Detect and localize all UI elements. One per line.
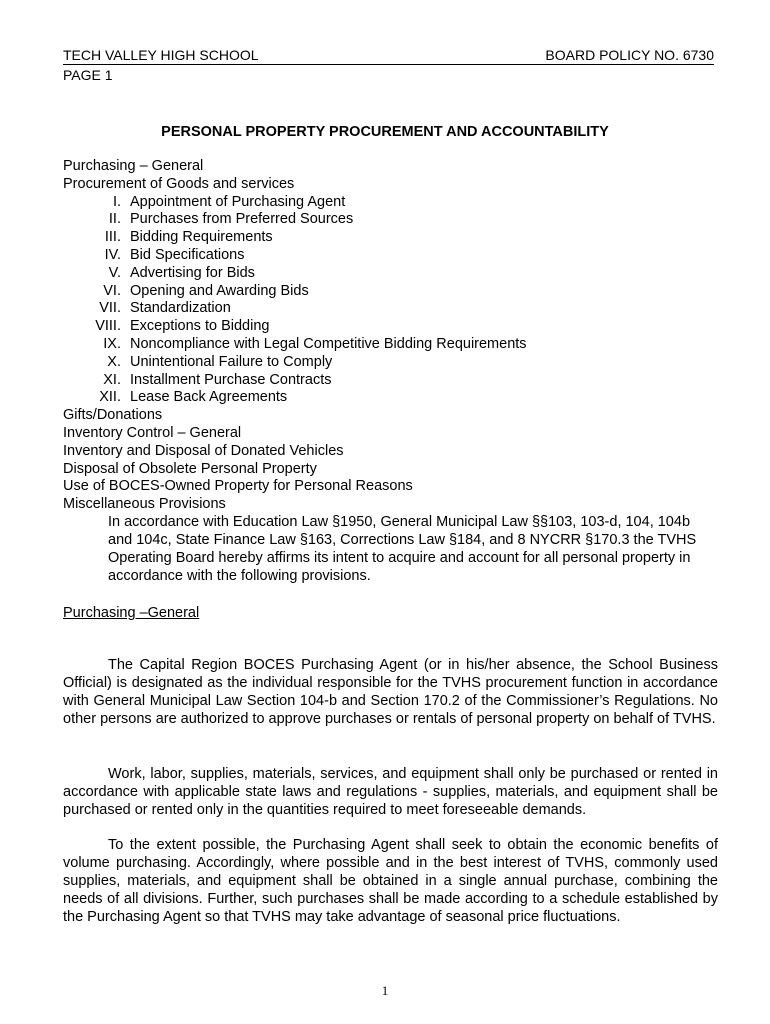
toc-item-label: Lease Back Agreements (130, 389, 288, 406)
toc-item (63, 300, 723, 318)
toc-item-number: VII. (99, 300, 121, 317)
body-paragraph: The Capital Region BOCES Purchasing Agent (or in his/her absence, the School Business Official) is designated as the individual responsible for the TVHS procurement function in accordance with General Municipal Law Section 104-b and Section 170.2 of the Commissioner’s Regulations. No other persons are authorized to approve purchases or rentals of personal property on behalf of TVHS. (63, 657, 718, 727)
policy-number: BOARD POLICY NO. 6730 (545, 47, 714, 63)
toc-item (63, 211, 723, 229)
toc-item-label: Installment Purchase Contracts (130, 371, 332, 388)
toc-item-number: II. (108, 211, 121, 228)
page-number: 1 (381, 983, 389, 998)
toc-item (63, 372, 723, 390)
toc-donated-vehicles: Inventory and Disposal of Donated Vehicles (63, 442, 344, 459)
toc-item-label: Noncompliance with Legal Competitive Bidding Requirements (130, 335, 527, 352)
toc-item (63, 336, 723, 354)
toc-item (63, 389, 723, 407)
toc-item (63, 194, 723, 212)
toc-item-number: XI. (103, 371, 121, 388)
toc-item-number: XII. (99, 389, 121, 406)
toc-procurement: Procurement of Goods and services (63, 175, 295, 192)
toc-item (63, 318, 723, 336)
toc-item-label: Bid Specifications (130, 246, 245, 263)
toc-item-number: IX. (103, 335, 121, 352)
toc-boces-property: Use of BOCES-Owned Property for Personal Reasons (63, 478, 413, 495)
header-underline-segment (468, 64, 588, 65)
toc-item (63, 247, 723, 265)
toc-item-label: Appointment of Purchasing Agent (130, 193, 346, 210)
toc-item-label: Bidding Requirements (130, 229, 273, 246)
toc-item-number: V. (108, 264, 121, 281)
toc-miscellaneous: Miscellaneous Provisions (63, 496, 226, 513)
body-paragraph: To the extent possible, the Purchasing Agent shall seek to obtain the economic benefits of volume purchasing. Accordingly, where possible and in the best interest of TVHS, commonly used supplies, materials, and equipment shall be obtained in a single annual purchase, combining the needs of all divisions. Further, such purchases shall be made according to a schedule established by the Purchasing Agent so that TVHS may take advantage of seasonal price fluctuations. (63, 837, 718, 925)
toc-item-label: Unintentional Failure to Comply (130, 353, 333, 370)
toc-item-number: IV. (104, 246, 121, 263)
toc-item-number: III. (104, 229, 121, 246)
toc-item-number: X. (107, 353, 121, 370)
running-header (63, 46, 714, 65)
toc-item-label: Advertising for Bids (130, 264, 255, 281)
intro-paragraph: In accordance with Education Law §1950, General Municipal Law §§103, 103-d, 104, 104b and 104c, State Finance Law §163, Corrections Law §184, and 8 NYCRR §170.3 the TVHS Operating Board hereby affirms its intent to acquire and account for all personal property in accordance with the following provisions. (108, 514, 697, 584)
toc-item-label: Standardization (130, 300, 231, 317)
toc-purchasing-general: Purchasing – General (63, 158, 204, 174)
toc-obsolete-property: Disposal of Obsolete Personal Property (63, 460, 317, 477)
toc-item-number: I. (112, 193, 121, 210)
toc-item-label: Purchases from Preferred Sources (130, 211, 354, 228)
toc-item (63, 229, 723, 247)
school-name: TECH VALLEY HIGH SCHOOL (63, 47, 259, 63)
toc-item-label: Exceptions to Bidding (130, 318, 270, 335)
toc-item-number: VI. (103, 282, 121, 299)
toc-item (63, 354, 723, 372)
toc-item (63, 283, 723, 301)
toc-inventory-control: Inventory Control – General (63, 424, 242, 441)
toc-gifts: Gifts/Donations (63, 407, 163, 424)
toc-item-number: VIII. (95, 318, 121, 335)
body-paragraph: Work, labor, supplies, materials, services, and equipment shall only be purchased or rented in accordance with applicable state laws and regulations - supplies, materials, and equipment shall be purchased or rented only in the quantities required to meet foreseeable demands. (63, 766, 718, 818)
page-label: PAGE 1 (63, 67, 113, 83)
toc-item (63, 265, 723, 283)
section-heading: Purchasing –General (63, 605, 200, 621)
toc-item-label: Opening and Awarding Bids (130, 282, 309, 299)
document-title: PERSONAL PROPERTY PROCUREMENT AND ACCOUNTABILITY (161, 124, 609, 140)
table-of-contents (63, 158, 723, 514)
